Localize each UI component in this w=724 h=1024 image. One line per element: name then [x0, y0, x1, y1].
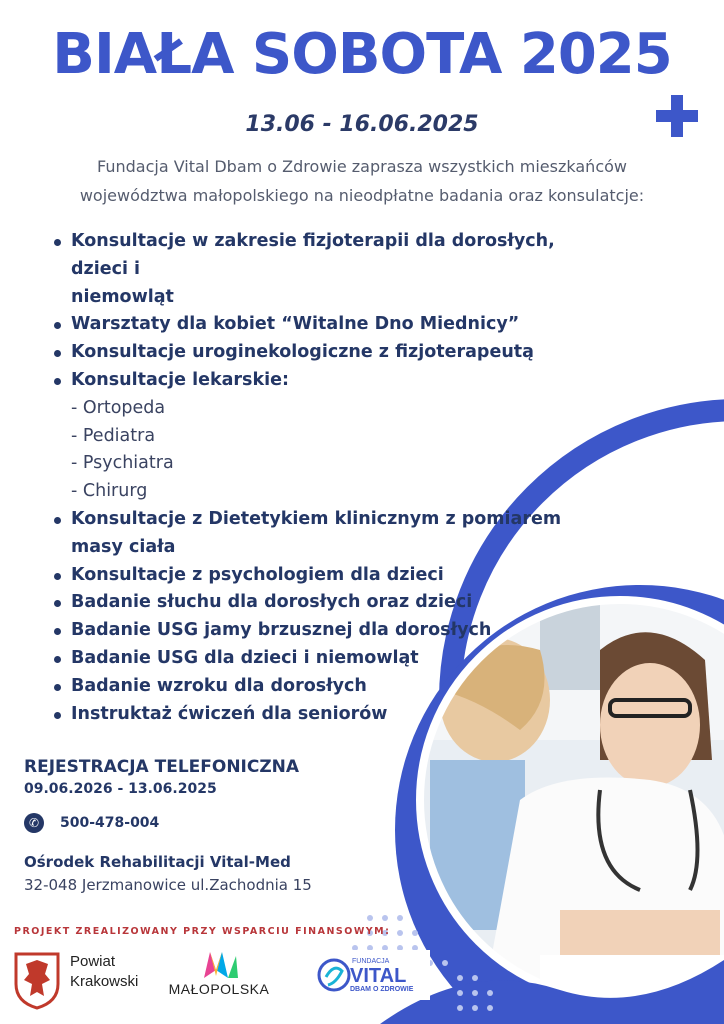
center-name: Ośrodek Rehabilitacji Vital-Med: [24, 853, 291, 871]
services-list: [52, 228, 612, 728]
list-item: Badanie USG dla dzieci i niemowląt: [52, 645, 612, 673]
event-dates: 13.06 - 16.06.2025: [245, 112, 479, 137]
powiat-crest-icon: [12, 950, 62, 1010]
list-item: Konsultacje lekarskie:: [52, 367, 612, 395]
list-item: Badanie wzroku dla dorosłych: [52, 673, 612, 701]
phone-icon: ✆: [24, 813, 44, 833]
list-item: Konsultacje z psychologiem dla dzieci: [52, 562, 612, 590]
list-item: Konsultacje w zakresie fizjoterapii dla dorosłych, dzieci i: [52, 228, 612, 284]
list-item: Konsultacje uroginekologiczne z fizjoterapeutą: [52, 339, 612, 367]
list-subitem: - Psychiatra: [71, 453, 174, 474]
list-item: Instruktaż ćwiczeń dla seniorów: [52, 701, 612, 729]
page-title: BIAŁA SOBOTA 2025: [52, 22, 672, 87]
list-item: Badanie słuchu dla dorosłych oraz dzieci: [52, 589, 612, 617]
vital-logo-tagline: DBAM O ZDROWIE: [350, 986, 414, 993]
malopolska-logo-text: MAŁOPOLSKA: [168, 981, 270, 997]
list-item-continued: masy ciała: [71, 536, 176, 557]
powiat-logo-text: [70, 952, 138, 992]
vital-logo-small: FUNDACJA: [352, 958, 390, 965]
list-item: Konsultacje z Dietetykiem klinicznym z pomiarem: [52, 506, 612, 534]
registration-title: REJESTRACJA TELEFONICZNA: [24, 757, 300, 777]
list-subitem: - Chirurg: [71, 481, 148, 502]
list-item: Badanie USG jamy brzusznej dla dorosłych: [52, 617, 612, 645]
phone-number[interactable]: 500-478-004: [60, 815, 160, 831]
intro-line: Fundacja Vital Dbam o Zdrowie zaprasza wszystkich mieszkańców: [97, 157, 627, 176]
vital-heart-icon: [316, 957, 352, 993]
list-item-continued: niemowląt: [71, 286, 174, 307]
center-address: 32-048 Jerzmanowice ul.Zachodnia 15: [24, 876, 312, 894]
funding-note: PROJEKT ZREALIZOWANY PRZY WSPARCIU FINANSOWYM:: [14, 926, 391, 937]
intro-line: województwa małopolskiego na nieodpłatne badania oraz konsulatcje:: [79, 186, 645, 205]
intro-text: [30, 152, 694, 210]
powiat-line: Krakowski: [70, 973, 139, 990]
registration-dates: 09.06.2026 - 13.06.2025: [24, 781, 217, 797]
list-subitem: - Pediatra: [71, 425, 156, 446]
list-item: Warsztaty dla kobiet “Witalne Dno Miednicy”: [52, 311, 612, 339]
list-subitem: - Ortopeda: [71, 397, 166, 418]
powiat-line: Powiat: [70, 953, 116, 970]
vital-logo-name: VITAL: [350, 965, 407, 987]
